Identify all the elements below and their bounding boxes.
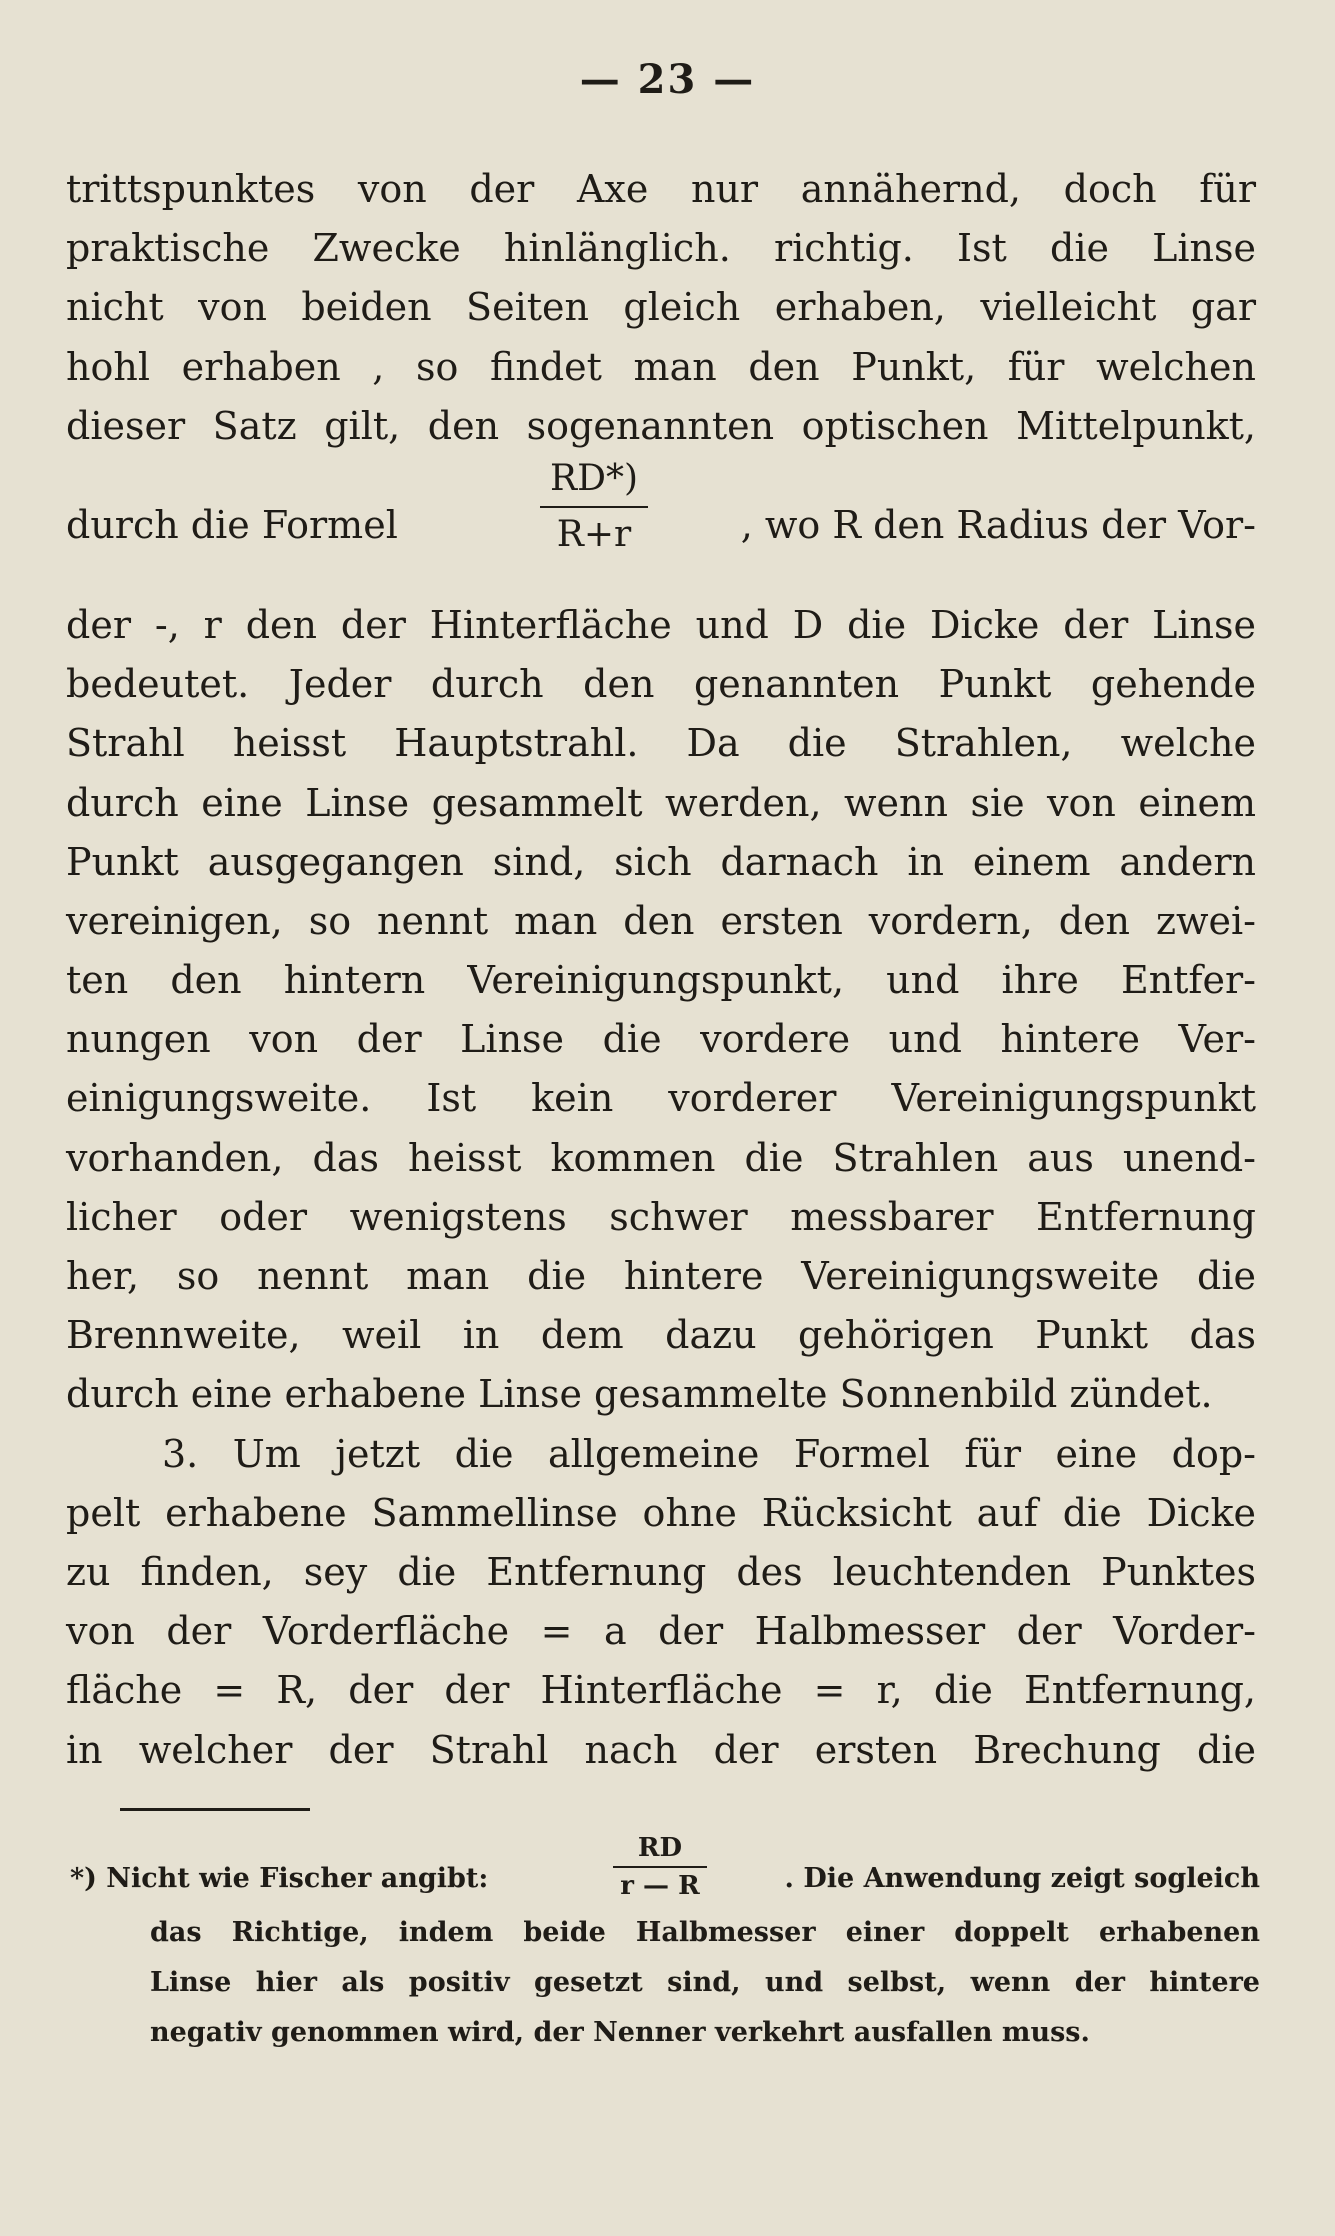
text-line: durch eine erhabene Linse gesammelte Sonnenbild zündet. bbox=[66, 1372, 1213, 1417]
formula-line bbox=[66, 456, 1256, 596]
text-line: licher oder wenigstens schwer messbarer Entfernung bbox=[66, 1194, 1256, 1239]
text-line: nungen von der Linse die vordere und hintere Ver- bbox=[66, 1017, 1256, 1062]
text-line: Brennweite, weil in dem dazu gehörigen Punkt das bbox=[66, 1313, 1256, 1358]
text-line: bedeutet. Jeder durch den genannten Punkt gehende bbox=[66, 662, 1256, 707]
footnote-formula bbox=[605, 1832, 715, 1902]
text-line: her, so nennt man die hintere Vereinigungsweite die bbox=[66, 1254, 1256, 1298]
text-line: zu finden, sey die Entfernung des leuchtenden Punktes bbox=[66, 1549, 1256, 1594]
text-line: Strahl heisst Hauptstrahl. Da die Strahlen, welche bbox=[66, 721, 1256, 766]
text-line: von der Vorderfläche = a der Halbmesser der Vorder- bbox=[66, 1609, 1256, 1654]
formula-tail: , wo R den Radius der Vor- bbox=[740, 502, 1256, 547]
text-line: fläche = R, der der Hinterfläche = r, die Entfernung, bbox=[66, 1668, 1256, 1713]
text-line: der -, r den der Hinterfläche und D die Dicke der Linse bbox=[66, 602, 1256, 647]
text-line: einigungsweite. Ist kein vorderer Vereinigungspunkt bbox=[66, 1076, 1256, 1121]
text-line: pelt erhabene Sammellinse ohne Rücksicht auf die Dicke bbox=[66, 1490, 1256, 1535]
text-line: nicht von beiden Seiten gleich erhaben, vielleicht gar bbox=[66, 285, 1256, 330]
footnote-line: negativ genommen wird, der Nenner verkehrt ausfallen muss. bbox=[150, 2017, 1090, 2048]
text-line: dieser Satz gilt, den sogenannten optischen Mittelpunkt, bbox=[66, 403, 1256, 448]
footnote-numerator: RD bbox=[637, 1833, 683, 1863]
text-line: in welcher der Strahl nach der ersten Brechung die bbox=[66, 1727, 1256, 1772]
text-line: ten den hintern Vereinigungspunkt, und ihre Entfer- bbox=[66, 958, 1256, 1003]
text-line: trittspunktes von der Axe nur annähernd, doch für bbox=[66, 167, 1256, 211]
footnote-first-line bbox=[70, 1832, 1260, 1908]
footnote-line: Linse hier als positiv gesetzt sind, und selbst, wenn der hintere bbox=[150, 1967, 1260, 1998]
formula-denominator: R+r bbox=[556, 513, 632, 555]
text-line: vorhanden, das heisst kommen die Strahlen aus unend- bbox=[66, 1135, 1256, 1180]
section-start-line: 3. Um jetzt die allgemeine Formel für eine dop- bbox=[162, 1431, 1256, 1476]
footnote bbox=[70, 1832, 1260, 2058]
footnote-lead: *) Nicht wie Fischer angibt: bbox=[70, 1863, 489, 1894]
footnote-fraction-bar bbox=[613, 1866, 707, 1868]
formula-label: durch die Formel bbox=[66, 502, 398, 547]
text-line: praktische Zwecke hinlänglich. richtig. Ist die Linse bbox=[66, 226, 1256, 271]
footnote-tail: . Die Anwendung zeigt sogleich bbox=[784, 1863, 1260, 1894]
text-line: Punkt ausgegangen sind, sich darnach in einem andern bbox=[66, 839, 1256, 884]
text-line: hohl erhaben , so findet man den Punkt, für welchen bbox=[66, 344, 1256, 389]
footnote-line: das Richtige, indem beide Halbmesser einer doppelt erhabenen bbox=[150, 1917, 1260, 1948]
text-line: vereinigen, so nennt man den ersten vordern, den zwei- bbox=[66, 898, 1256, 943]
fraction-bar bbox=[540, 506, 648, 508]
center-point-formula bbox=[534, 456, 654, 558]
footnote-denominator: r — R bbox=[620, 1871, 700, 1901]
formula-numerator: RD*) bbox=[549, 457, 638, 499]
text-line: durch eine Linse gesammelt werden, wenn sie von einem bbox=[66, 780, 1256, 825]
page-number: — 23 — bbox=[579, 56, 756, 103]
body-text bbox=[66, 160, 1256, 1780]
footnote-divider bbox=[120, 1808, 310, 1811]
